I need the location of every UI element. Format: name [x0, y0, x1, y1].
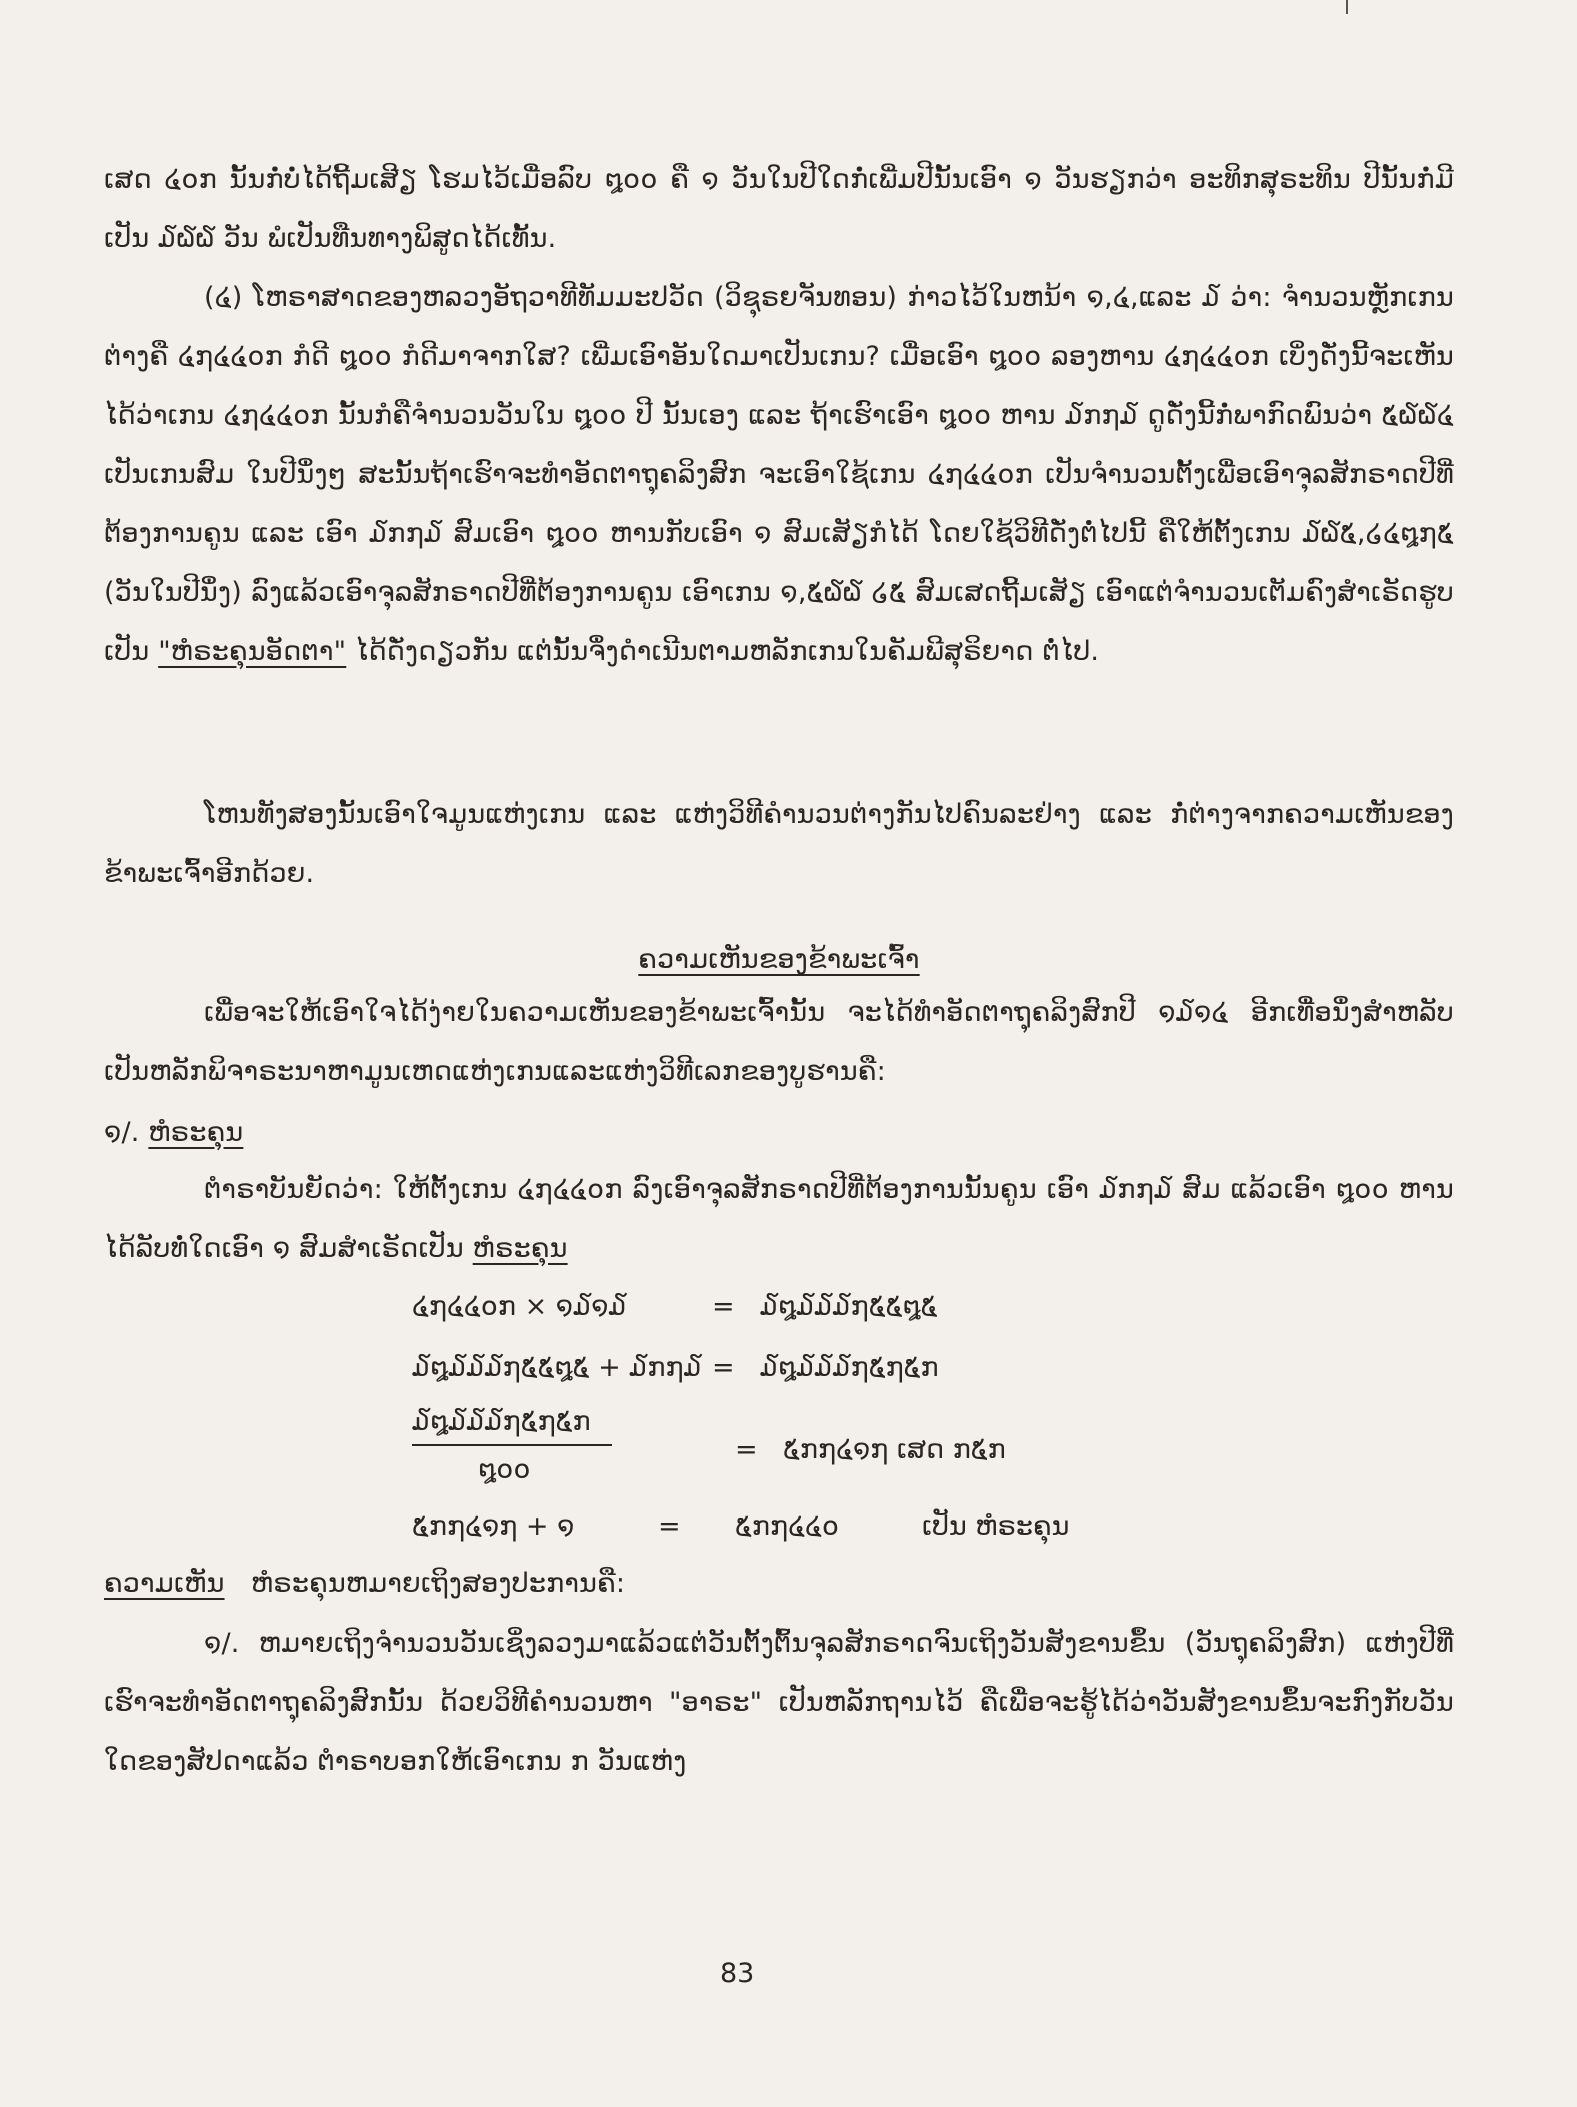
page-number: 83 — [720, 1958, 755, 1989]
paragraph-2 — [104, 268, 1454, 681]
calc-1-equals: = — [712, 1291, 735, 1322]
item-1-number: ໑/. — [104, 1117, 140, 1148]
meaning-label: ຄວາມເຫັນ — [104, 1568, 225, 1599]
paragraph-6: ໑/. ຫມາຍເຖິງຈຳນວນວັນເຊິ່ງລວງມາແລ້ວແຕ່ວັນຕັ້ງຕົ້ນຈຸລສັກຣາດຈົນເຖິງວັນສັງຂານຂຶ້ນ (ວັນຖຸຄລິງສົກ) ແຫ່ງປີທີ່ເຮົາຈະທຳອັດຕາຖຸຄລິງສົກນັ້ນ ດ້ວຍວິທີຄຳນວນຫາ "ອາຣະ" ເປັນຫລັກຖານໄວ້ ຄືເພື່ອຈະຮູ້ໄດ້ວ່າວັນສັງຂານຂຶ້ນຈະກົງກັບວັນໃດຂອງສັປດາແລ້ວ ຕຳຣາບອກໃຫ້ເອົາເກນ ກ ວັນແຫ່ງ — [104, 1628, 1454, 1777]
item-1-heading — [104, 1103, 704, 1162]
paragraph-5-text: ຕຳຣາບັນຍັດວ່າ: ໃຫ້ຕັ້ງເກນ ໔໗໔໔໐ກ ລົງເອົາຈຸລສັກຣາດປີທີ່ຕ້ອງການນັ້ນຄູນ ເອົາ ໓ກ໗໓ ສົມ ແລ້ວເອົາ ໘໐໐ ຫານໄດ້ລັບທໍ່ໃດເອົາ ໑ ສົມສຳເຣັດເປັນ — [104, 1174, 1454, 1264]
calc-4-left: ໕ກ໗໔໑໗ + ໑ — [412, 1511, 575, 1542]
fraction-bar — [412, 1444, 612, 1446]
paragraph-2-text: (໔) ໂຫຣາສາດຂອງຫລວງອັຖວາທີທັມມະປວັດ (ວິຊຸຣຍຈັນທອນ) ກ່າວໄວ້ໃນຫນ້າ ໑,໔,ແລະ ໓ ວ່າ: ຈຳນວນຫຼັກເກນຕ່າງຄື ໔໗໔໔໐ກ ກໍດີ ໘໐໐ ກໍດີມາຈາກໃສ? ເພີ່ມເອົາອັນໃດມາເປັນເກນ? ເມື່ອເອົາ ໘໐໐ ລອງຫານ ໔໗໔໔໐ກ ເບິ່ງດັ່ງນີ້ຈະເຫັນໄດ້ວ່າເກນ ໔໗໔໔໐ກ ນັ້ນກໍຄືຈຳນວນວັນໃນ ໘໐໐ ປີ ນັ້ນເອງ ແລະ ຖ້າເຮົາເອົາ ໘໐໐ ຫານ ໓ກ໗໓ ດູດັ່ງນີ້ກໍ່ພາກົດພົນວ່າ ໕໖໖໔ ເປັນເກນສົມ ໃນປີນຶ່ງໆ ສະນັ້ນຖ້າເຮົາຈະທຳອັດຕາຖຸຄລິງສົກ ຈະເອົາໃຊ້ເກນ ໔໗໔໔໐ກ ເປັນຈຳນວນຕັ້ງເພື່ອເອົາຈຸລສັກຣາດປີທີ່ຕ້ອງການຄູນ ແລະ ເອົາ ໓ກ໗໓ ສົມເອົາ ໘໐໐ ຫານກັບເອົາ ໑ ສົມເສັຽກໍໄດ້ ໂດຍໃຊ້ວິທີດັ່ງຕໍ່ໄປນີ້ ຄືໃຫ້ຕັ້ງເກນ ໓໖໕,໒໔໘໗໕ (ວັນໃນປີນຶ່ງ) ລົງແລ້ວເອົາຈຸລສັກຣາດປີທີ່ຕ້ອງການຄູນ ເອົາເກນ ໑,໕໖໖ ໒໕ ສົມເສດຖີ້ມເສັຽ ເອົາແຕ່ຈຳນວນເຕັມຄົງສຳເຣັດຮູບເປັນ — [104, 282, 1454, 667]
paragraph-2-tail: ໄດ້ດັ່ງດຽວກັນ ແຕ່ນັ້ນຈຶ່ງດຳເນີນຕາມຫລັກເກນໃນຄັມພີສຸຣິຍາດ ຕໍ່ໄປ. — [346, 636, 1100, 667]
calc-3-right: ໕ກ໗໔໑໗ ເສດ ກ໕ກ — [783, 1434, 1006, 1465]
corner-mark — [1346, 0, 1348, 14]
paragraph-3: ໂຫນທັງສອງນັ້ນເອົາໃຈມູນແຫ່ງເກນ ແລະ ແຫ່ງວິທີຄຳນວນຕ່າງກັນໄປຄົນລະຢ່າງ ແລະ ກໍ່ຕ່າງຈາກຄວາມເຫັນຂອງຂ້າພະເຈົ້າອີກດ້ວຍ. — [104, 799, 1454, 889]
paragraph-4: ເພື່ອຈະໃຫ້ເອົາໃຈໄດ້ງ່າຍໃນຄວາມເຫັນຂອງຂ້າພະເຈົ້ານັ້ນ ຈະໄດ້ທຳອັດຕາຖຸຄລິງສົກປີ ໑໓໑໔ ອີກເທື່ອນຶ່ງສຳຫລັບເປັນຫລັກພິຈາຣະນາຫາມູນເຫດແຫ່ງເກນແລະແຫ່ງວິທີເລກຂອງບູຮານຄື: — [104, 997, 1454, 1087]
calc-4-right: ເປັນ ຫໍຣະຄຸນ — [922, 1511, 1070, 1542]
meaning-text: ຫໍຣະຄຸນຫມາຍເຖິງສອງປະການຄື: — [250, 1568, 626, 1599]
calc-4-middle: ໕ກ໗໔໔໐ — [735, 1511, 840, 1542]
item-1-title: ຫໍຣະຄຸນ — [148, 1117, 244, 1148]
paragraph-5 — [104, 1160, 1454, 1278]
calc-2-equals: = — [712, 1352, 735, 1383]
meaning-line — [104, 1554, 1454, 1613]
calc-2-left: ໓໘໓໓໓໗໕໕໘໕ + ໓ກ໗໓ — [412, 1352, 702, 1383]
calc-3-numerator: ໓໘໓໓໓໗໕໗໕ກ — [412, 1406, 591, 1437]
calc-1-right: ໓໘໓໓໓໗໕໕໘໕ — [760, 1291, 938, 1322]
paragraph-5-underlined: ຫໍຣະຄຸນ — [472, 1233, 568, 1264]
calc-2-right: ໓໘໓໓໓໗໕໗໕ກ — [760, 1352, 939, 1383]
paragraph-2-underlined: "ຫໍຣະຄຸນອັດຕາ" — [158, 636, 347, 667]
calc-3-denominator: ໘໐໐ — [478, 1454, 531, 1485]
calc-3-equals: = — [735, 1434, 758, 1465]
calc-4-equals: = — [658, 1511, 681, 1542]
paragraph-1: ເສດ ໔໐ກ ນັ້ນກໍ່ບໍ່ໄດ້ຖີ້ມເສີຽ ໂຮມໄວ້ເມື່ອລົບ ໘໐໐ ຄື ໑ ວັນໃນປີໃດກໍ່ເພີ່ມປີນັ້ນເອົາ ໑ ວັນຮຽກວ່າ ອະທິກສຸຣະທິນ ປີນັ້ນກໍ່ມີເປັນ ໓໖໖ ວັນ ພໍເປັນທືນທາງພິສູດໄດ້ເທັ້ນ. — [104, 164, 1454, 254]
section-heading: ຄວາມເຫັນຂອງຂ້າພະເຈົ້າ — [638, 944, 920, 975]
calc-1-left: ໔໗໔໔໐ກ × ໑໓໑໓ — [412, 1291, 627, 1322]
